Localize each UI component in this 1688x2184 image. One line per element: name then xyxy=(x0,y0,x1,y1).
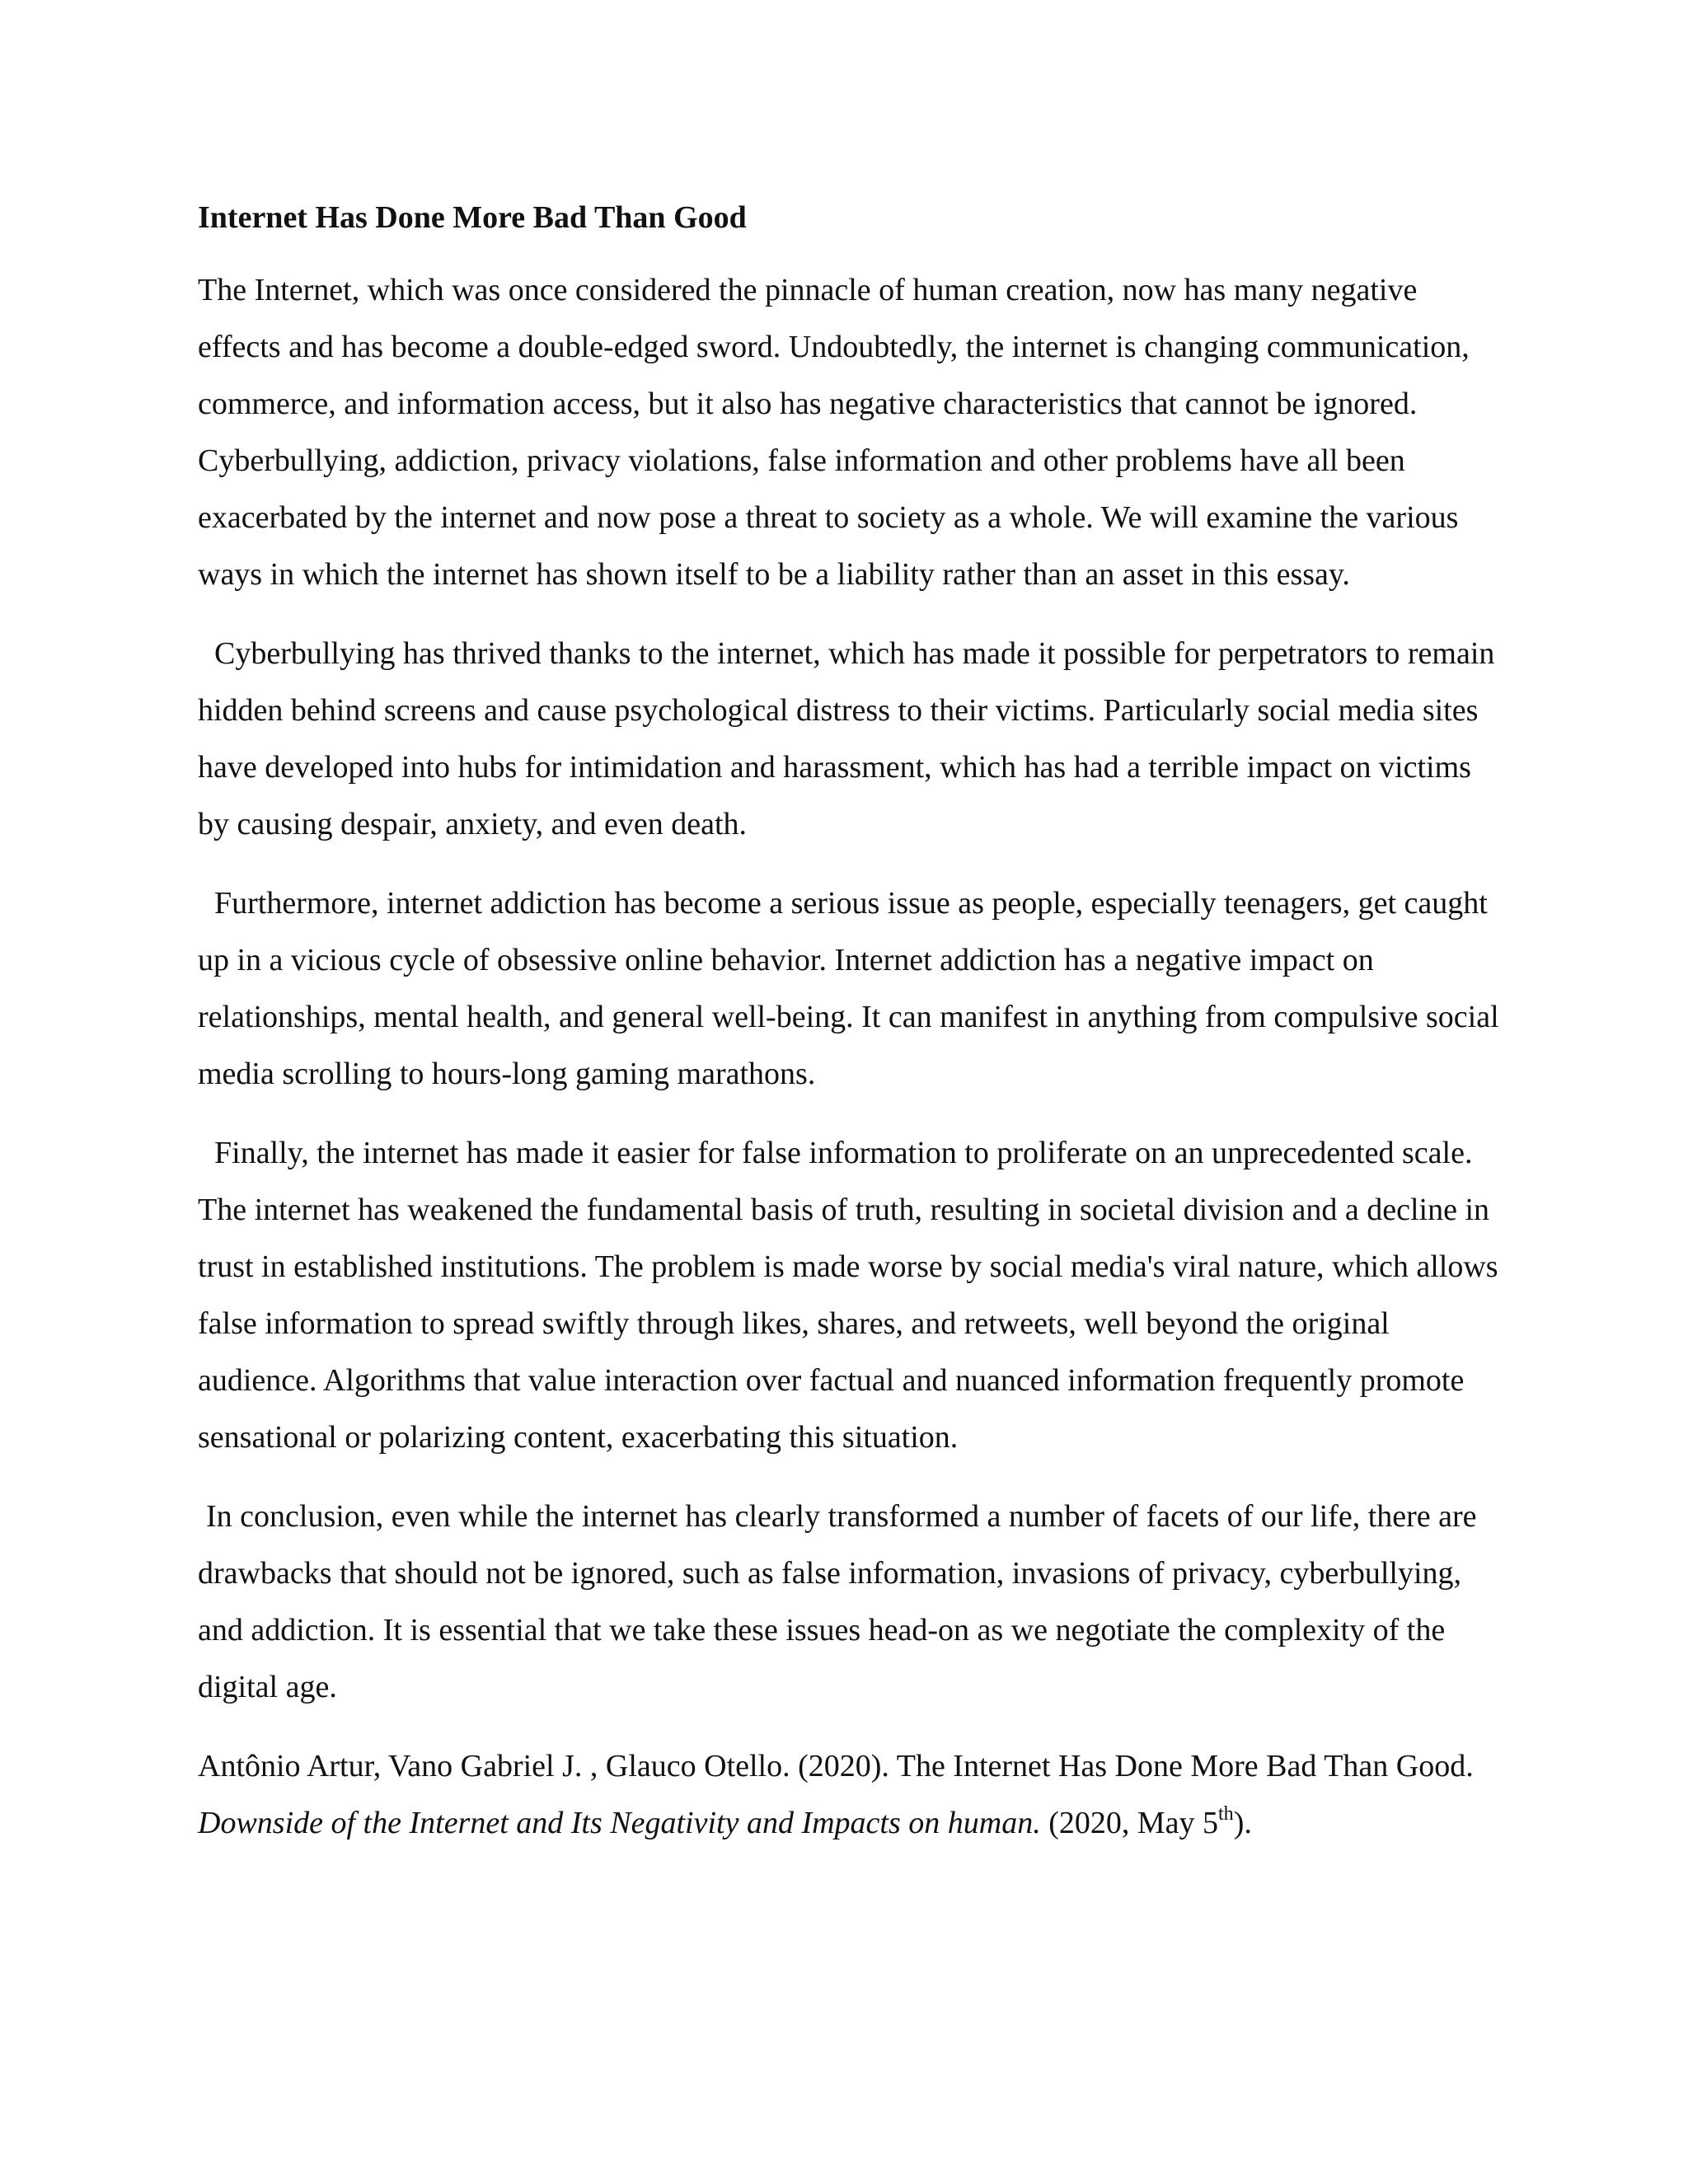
paragraph-addiction: Furthermore, internet addiction has become a serious issue as people, especially teenagers, get caught up in a vicious cycle of obsessive online behavior. Internet addiction has a negative impact on relationships, mental health, and general well-being. It can manifest in anything from compulsive social media scrolling to hours-long gaming marathons. xyxy=(198,886,1499,1091)
citation-source: Downside of the Internet and Its Negativity and Impacts on human. xyxy=(198,1806,1041,1840)
citation xyxy=(198,1738,1500,1852)
paragraph-cyberbullying: Cyberbullying has thrived thanks to the internet, which has made it possible for perpetrators to remain hidden behind screens and cause psychological distress to their victims. Particularly social media sites have developed into hubs for intimidation and harassment, which has had a terrible impact on victims by causing despair, anxiety, and even death. xyxy=(198,636,1495,841)
document-title: Internet Has Done More Bad Than Good xyxy=(198,200,747,235)
paragraph-false-information: Finally, the internet has made it easier for false information to proliferate on an unprecedented scale. The internet has weakened the fundamental basis of truth, resulting in societal division and a decline in trust in established institutions. The problem is made worse by social media's viral nature, which allows false information to spread swiftly through likes, shares, and retweets, well beyond the original audience. Algorithms that value interaction over factual and nuanced information frequently promote sensational or polarizing content, exacerbating this situation. xyxy=(198,1136,1498,1455)
citation-date-prefix: (2020, May 5 xyxy=(1048,1806,1219,1840)
citation-date xyxy=(1048,1803,1252,1840)
paragraph-conclusion: In conclusion, even while the internet has clearly transformed a number of facets of our life, there are drawbacks that should not be ignored, such as false information, invasions of privacy, cyberbullying, and addiction. It is essential that we take these issues head-on as we negotiate the complexity of the digital age. xyxy=(198,1499,1477,1704)
citation-authors-title: Antônio Artur, Vano Gabriel J. , Glauco Otello. (2020). The Internet Has Done More Bad Than Good. xyxy=(198,1749,1474,1783)
paragraph-introduction: The Internet, which was once considered the pinnacle of human creation, now has many negative effects and has become a double-edged sword. Undoubtedly, the internet is changing communication, commerce, and information access, but it also has negative characteristics that cannot be ignored. Cyberbullying, addiction, privacy violations, false information and other problems have all been exacerbated by the internet and now pose a threat to society as a whole. We will examine the various ways in which the internet has shown itself to be a liability rather than an asset in this essay. xyxy=(198,273,1470,592)
document-body xyxy=(198,196,1500,1852)
citation-date-superscript: th xyxy=(1218,1803,1234,1825)
citation-date-suffix: ). xyxy=(1233,1806,1252,1840)
